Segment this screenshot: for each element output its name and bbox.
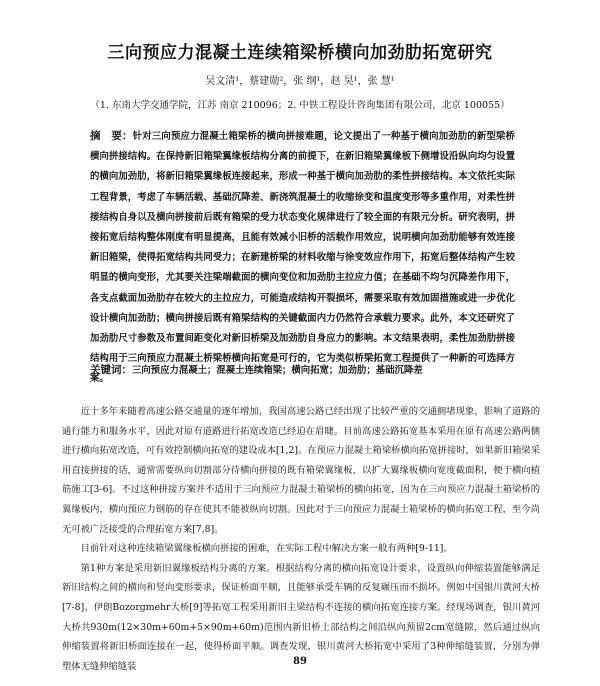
keywords-text: 三向预应力混凝土；混凝土连续箱梁；横向拓宽；加劲肋；基础沉降差 xyxy=(132,365,423,376)
page-number: 89 xyxy=(293,656,307,667)
abstract-label: 摘 要： xyxy=(90,130,133,142)
affiliations: （1. 东南大学交通学院，江苏 南京 210096；2. 中铁工程设计咨询集团有限公司，北京 100055） xyxy=(90,100,510,111)
body-paragraph: 目前针对这种连续箱梁翼缘板横向拼接的困难，在实际工程中解决方案一般有两种[9-11]。 xyxy=(80,543,453,555)
body-paragraph: 近十多年来随着高速公路交通量的逐年增加，我国高速公路已经出现了比较严重的交通拥堵现象，影响了道路的通行能力和服务水平，因此对原有道路进行拓宽改造已经迫在眉睫。目前高速公路拓宽基本采用在原有高速公路两侧进行横向拓宽改造，可有效控制横向拓宽的建设成本[1,2]。在预应力混凝土箱梁桥横向拓宽拼接时，如果新旧箱梁采用直接拼接的话，通常需要纵向切割部分待横向拼接的既有箱梁翼缘板，以扩大翼缘板横向宽度截面积，便于横向植筋施工[3-6]。不过这种拼接方案并不适用于三向预应力混凝土箱梁桥的横向拓宽，因为在三向预应力混凝土箱梁桥的翼缘板内，横向预应力钢筋的存在使其不能被纵向切割。因此对于三向预应力混凝土箱梁桥的横向拓宽工程，至今尚无可被广泛接受的合理拓宽方案[7,8]。 xyxy=(62,406,540,535)
abstract xyxy=(90,126,515,390)
keywords-label: 关键词： xyxy=(90,364,132,376)
author-list: 吴文清¹，蔡建勋²，张 纲¹，赵 昊¹，张 慧¹ xyxy=(205,76,395,87)
body-paragraph: 第1种方案是采用新旧翼缘板结构分离的方案。根据结构分离的横向拓宽设计要求，设置纵向伸缩装置能够满足新旧结构之间的横向和竖向变形要求，保证桥面平顺，且能够承受车辆的反复碾压而不损坏。例如中国银川黄河大桥[7-8]、伊朗Bozorgmehr大桥[9]等拓宽工程采用新旧主梁结构不连接的横向拓宽连接方案。经现场调查，银川黄河大桥共930m(12×30m+60m+5×90m+60m)范围内新旧桥上部结构之间沿纵向预留2cm宽缝隙，然后通过纵向伸缩装置将新旧桥面连接在一起，使得桥面平顺。调查发现，银川黄河大桥拓宽中采用了3种伸缩缝装置，分别为弹塑体无缝伸缩缝装 xyxy=(62,562,540,672)
paper-title: 三向预应力混凝土连续箱梁桥横向加劲肋拓宽研究 xyxy=(107,43,493,63)
keywords xyxy=(90,362,515,377)
body-text xyxy=(62,402,540,676)
abstract-text: 针对三向预应力混凝土箱梁桥的横向拼接难题，论文提出了一种基于横向加劲肋的新型梁桥横向拼接结构。在保持新旧箱梁翼缘板结构分离的前提下，在新旧箱梁翼缘板下侧增设沿纵向均匀设置的横向加劲肋，将新旧箱梁翼缘板连接起来，形成一种基于横向加劲肋的柔性拼接结构。本文依托实际工程背景，考虑了车辆活载、基础沉降差、新浇筑混凝土的收缩徐变和温度变形等多重作用，对柔性拼接结构自身以及横向拼接前后既有箱梁的受力状态变化规律进行了较全面的有限元分析。研究表明，拼接拓宽后结构整体刚度有明显提高，且能有效减小旧桥的活载作用效应，说明横向加劲肋能够有效连接新旧箱梁，使得拓宽结构共同受力；在新建桥梁的材料收缩与徐变效应作用下，拓宽后整体结构产生较明显的横向变形，尤其要关注梁端截面的横向变位和加劲肋主拉应力值；在基础不均匀沉降差作用下，各支点截面加劲肋存在较大的主拉应力，可能造成结构开裂损坏，需要采取有效加固措施或进一步优化设计横向加劲肋；横向拼接后既有箱梁结构的关键截面内力仍然符合承载力要求。此外，本文还研究了加劲肋尺寸参数及布置间距变化对新旧桥梁及加劲肋自身应力的影响。本文结果表明，柔性加劲肋拼接结构用于三向预应力混凝土桥梁桥横向拓宽是可行的，它为类似桥梁拓宽工程提供了一种新的可选择方案。 xyxy=(90,131,515,385)
